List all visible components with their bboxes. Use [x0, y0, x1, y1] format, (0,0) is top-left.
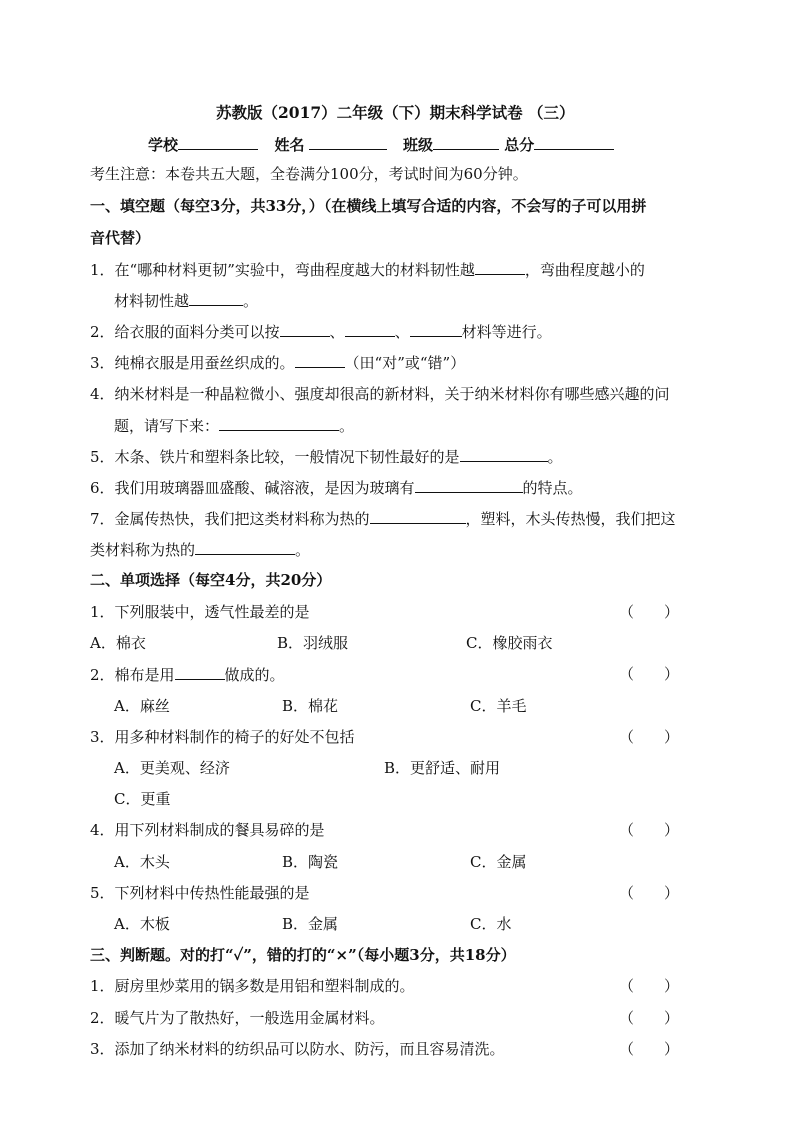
s1-question-7-cont: 类材料称为热的 。: [90, 541, 311, 559]
option-c[interactable]: C．橡胶雨衣: [466, 634, 553, 652]
student-info-line: [148, 134, 614, 155]
class-blank[interactable]: [433, 134, 499, 150]
score-label: 总分: [504, 136, 535, 154]
option-c[interactable]: C．更重: [114, 790, 171, 808]
option-c[interactable]: C．羊毛: [470, 697, 527, 715]
option-c[interactable]: C．金属: [470, 853, 527, 871]
s2-question-3: 3．用多种材料制作的椅子的好处不包括: [90, 728, 355, 746]
exam-title: 苏教版（2017）二年级（下）期末科学试卷 （三）: [216, 103, 575, 122]
answer-blank[interactable]: [175, 664, 225, 680]
option-b[interactable]: B．陶瓷: [282, 853, 339, 871]
s1-question-2: 2．给衣服的面料分类可以按 、 、 材料等进行。: [90, 323, 552, 341]
answer-blank[interactable]: [280, 321, 330, 337]
s3-question-2: 2．暖气片为了散热好，一般选用金属材料。: [90, 1009, 385, 1027]
score-blank[interactable]: [534, 134, 614, 150]
answer-blank[interactable]: [345, 321, 395, 337]
answer-parentheses[interactable]: （ ）: [619, 728, 680, 746]
s2-question-2: 2．棉布是用 做成的。: [90, 666, 285, 684]
s2-question-1: 1．下列服装中，透气性最差的是: [90, 603, 310, 621]
exam-notice: 考生注意：本卷共五大题，全卷满分100分，考试时间为60分钟。: [90, 165, 528, 183]
section1-heading-cont: 音代替）: [90, 229, 151, 247]
option-b[interactable]: B．羽绒服: [277, 634, 349, 652]
section1-heading: 一、填空题（每空3分，共33分，）（在横线上填写合适的内容，不会写的子可以用拼: [90, 197, 647, 215]
option-b[interactable]: B．更舒适、耐用: [384, 759, 501, 777]
answer-blank[interactable]: [370, 508, 466, 524]
s3-question-1: 1．厨房里炒菜用的锅多数是用铝和塑料制成的。: [90, 977, 415, 995]
answer-blank[interactable]: [195, 539, 295, 555]
answer-blank[interactable]: [475, 259, 525, 275]
answer-parentheses[interactable]: （ ）: [619, 977, 680, 995]
option-b[interactable]: B．棉花: [282, 697, 339, 715]
s1-question-1-cont: 材料韧性越 。: [114, 292, 259, 310]
class-label: 班级: [402, 136, 433, 154]
answer-blank[interactable]: [219, 415, 339, 431]
answer-blank[interactable]: [415, 477, 523, 493]
answer-parentheses[interactable]: （ ）: [619, 603, 680, 621]
section2-heading: 二、单项选择（每空4分，共20分）: [90, 571, 332, 589]
s1-question-5: 5．木条、铁片和塑料条比较，一般情况下韧性最好的是 。: [90, 448, 563, 466]
section3-heading: 三、判断题。对的打“✓”，错的打的“×”（每小题3分，共18分）: [90, 946, 516, 964]
s1-question-7: 7．金属传热快，我们把这类材料称为热的 ，塑料，木头传热慢，我们把这: [90, 510, 676, 528]
answer-parentheses[interactable]: （ ）: [619, 884, 680, 902]
s1-question-3: 3．纯棉衣服是用蚕丝织成的。 （田“对”或“错”）: [90, 354, 466, 372]
option-c[interactable]: C．水: [470, 915, 512, 933]
answer-blank[interactable]: [460, 446, 548, 462]
s1-question-4: 4．纳米材料是一种晶粒微小、强度却很高的新材料，关于纳米材料你有哪些感兴趣的问: [90, 385, 670, 403]
answer-blank[interactable]: [189, 290, 243, 306]
answer-parentheses[interactable]: （ ）: [619, 821, 680, 839]
answer-blank[interactable]: [410, 321, 462, 337]
option-b[interactable]: B．金属: [282, 915, 339, 933]
school-blank[interactable]: [178, 134, 258, 150]
s1-question-1: 1．在“哪种材料更韧”实验中，弯曲程度越大的材料韧性越 ，弯曲程度越小的: [90, 261, 645, 279]
s2-question-5: 5．下列材料中传热性能最强的是: [90, 884, 310, 902]
name-blank[interactable]: [309, 134, 387, 150]
name-label: 姓名: [274, 136, 305, 154]
option-a[interactable]: A．木板: [114, 915, 170, 933]
s1-question-4-cont: 题，请写下来： 。: [114, 417, 355, 435]
s3-question-3: 3．添加了纳米材料的纺织品可以防水、防污，而且容易清洗。: [90, 1040, 505, 1058]
s1-question-6: 6．我们用玻璃器皿盛酸、碱溶液，是因为玻璃有 的特点。: [90, 479, 583, 497]
s2-question-4: 4．用下列材料制成的餐具易碎的是: [90, 821, 325, 839]
option-a[interactable]: A．麻丝: [114, 697, 170, 715]
option-a[interactable]: A．棉衣: [90, 634, 146, 652]
answer-parentheses[interactable]: （ ）: [619, 1040, 680, 1058]
option-a[interactable]: A．木头: [114, 853, 170, 871]
answer-blank[interactable]: [295, 352, 345, 368]
option-a[interactable]: A．更美观、经济: [114, 759, 230, 777]
answer-parentheses[interactable]: （ ）: [619, 1009, 680, 1027]
school-label: 学校: [148, 136, 179, 154]
answer-parentheses[interactable]: （ ）: [619, 665, 680, 683]
